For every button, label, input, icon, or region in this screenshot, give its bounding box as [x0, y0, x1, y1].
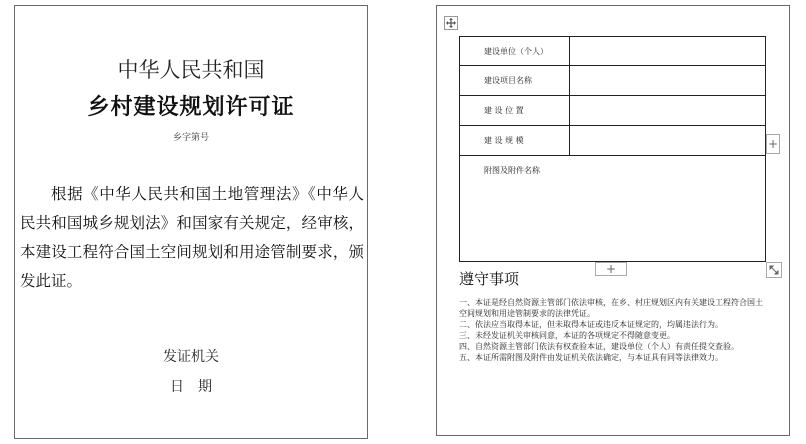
- notice-list: [459, 297, 769, 363]
- notice-item: 四、自然资源主管部门依法有权查验本证，建设单位（个人）有责任提交查验。: [459, 342, 739, 351]
- certificate-back-page: [436, 5, 790, 436]
- table-row: [460, 66, 765, 96]
- notice-item: 二、依法应当取得本证，但未取得本证或违反本证规定的，均属违法行为。: [459, 320, 723, 329]
- resize-diagonal-icon: [769, 265, 779, 275]
- add-row-button[interactable]: [595, 262, 627, 276]
- row-label-applicant: 建设单位（个人）: [460, 37, 570, 65]
- location-cell[interactable]: [570, 96, 765, 125]
- date-label: 日 期: [170, 379, 212, 395]
- scale-cell[interactable]: [570, 126, 765, 155]
- certificate-title: 乡村建设规划许可证: [87, 95, 295, 120]
- certificate-front-page: [14, 5, 368, 439]
- row-label-location: 建 设 位 置: [460, 96, 570, 125]
- table-resize-handle[interactable]: [766, 262, 782, 278]
- add-column-button[interactable]: [766, 134, 780, 154]
- attachments-label[interactable]: 附图及附件名称: [484, 166, 540, 175]
- notice-title: 遵守事项: [459, 270, 520, 288]
- country-name: 中华人民共和国: [117, 58, 265, 82]
- move-arrows-icon: [446, 18, 456, 28]
- table-move-handle-icon[interactable]: [444, 16, 458, 30]
- issuer-label: 发证机关: [163, 349, 219, 365]
- table-row: [460, 37, 765, 66]
- table-row: [460, 126, 765, 156]
- project-name-cell[interactable]: [570, 66, 765, 95]
- plus-icon: +: [767, 137, 779, 151]
- notice-item: 五、本证所需附图及附件由发证机关依法确定，与本证具有同等法律效力。: [459, 353, 723, 362]
- plus-icon: +: [605, 262, 617, 276]
- applicant-cell[interactable]: [570, 37, 765, 65]
- certificate-number-label: 乡字第号: [172, 133, 209, 143]
- certificate-body-text: 根据《中华人民共和国土地管理法》《中华人民共和国城乡规划法》和国家有关规定，经审核，本建设工程符合国土空间规划和用途管制要求，颁发此证。: [20, 185, 364, 290]
- notice-item: 三、未经发证机关审核同意，本证的各项规定不得随意变更。: [459, 331, 675, 340]
- row-label-project-name: 建设项目名称: [460, 66, 570, 95]
- table-row: [460, 96, 765, 126]
- row-label-scale: 建 设 规 模: [460, 126, 570, 155]
- permit-info-table: [459, 36, 766, 262]
- notice-item: 一、本证是经自然资源主管部门依法审核，在乡、村庄规划区内有关建设工程符合国土空间规划和用途管制要求的法律凭证。: [459, 298, 763, 318]
